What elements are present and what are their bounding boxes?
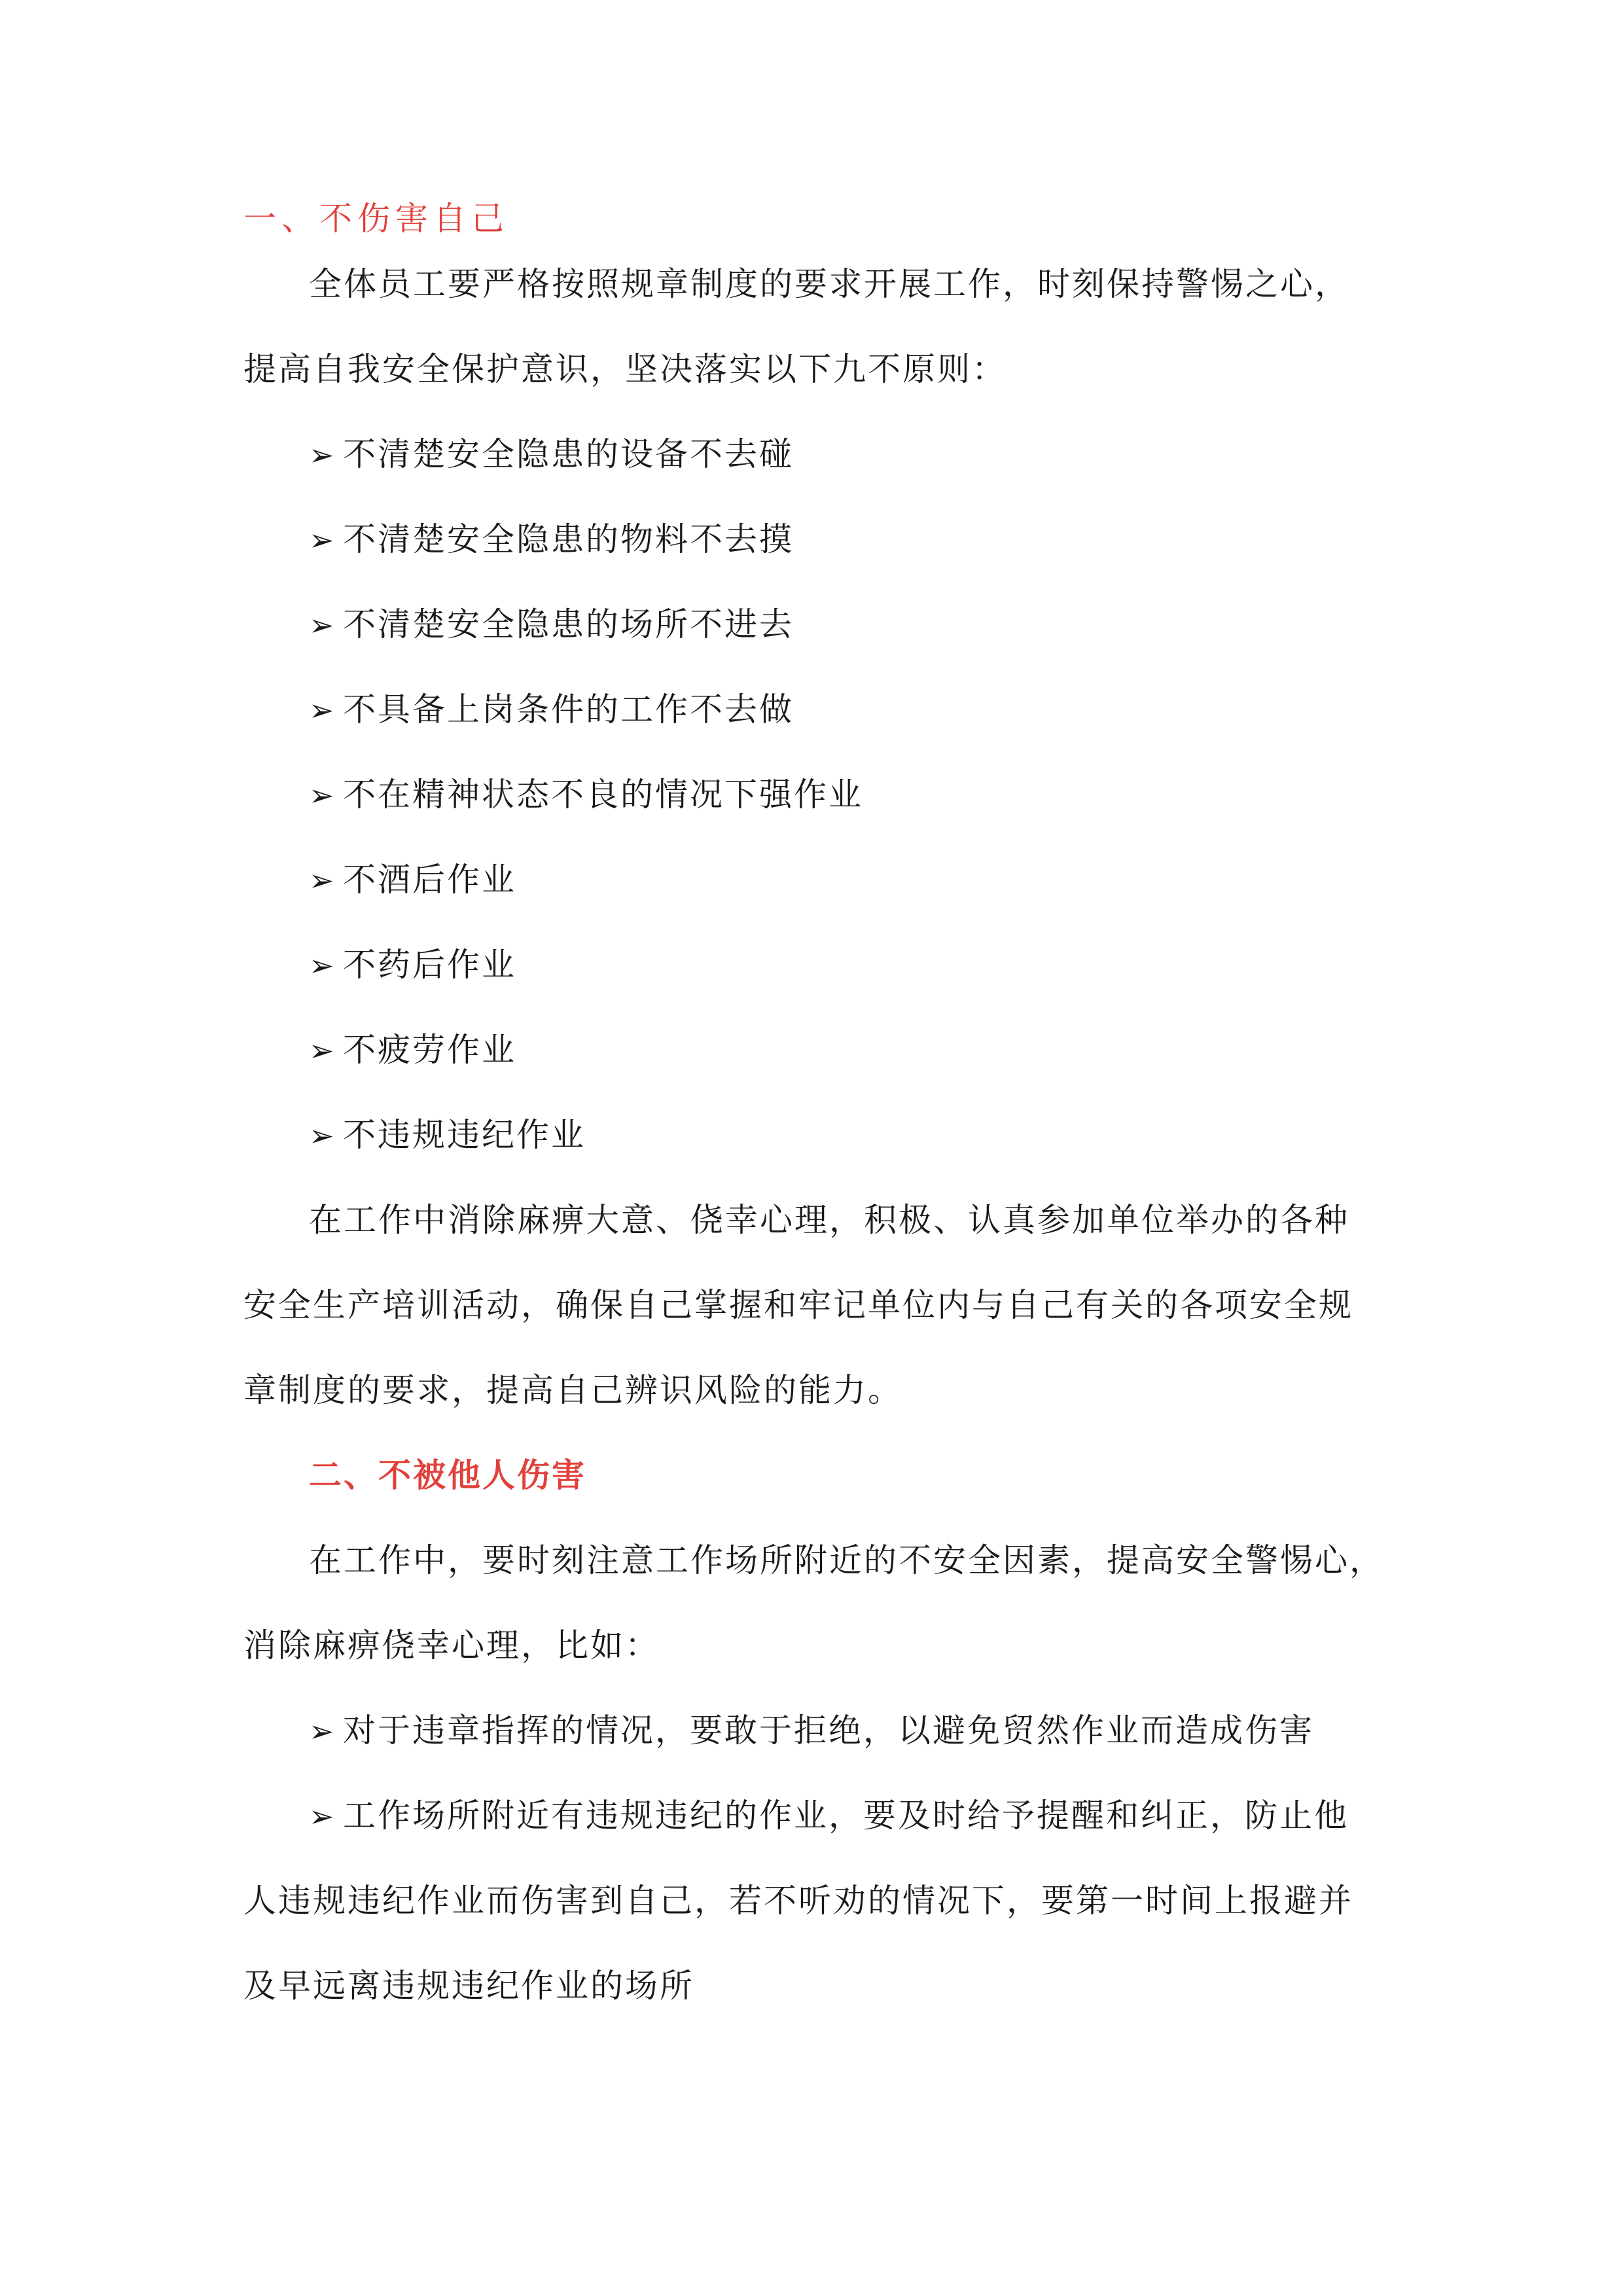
section1-closing-line1: 在工作中消除麻痹大意、侥幸心理，积极、认真参加单位举办的各种: [309, 1201, 1349, 1239]
section1-bullet: [309, 690, 794, 730]
arrow-bullet-icon: ➢: [309, 863, 336, 898]
section1-intro-line2: 提高自我安全保护意识，坚决落实以下九不原则：: [243, 350, 1007, 388]
section1-intro-line1: 全体员工要严格按照规章制度的要求开展工作，时刻保持警惕之心，: [309, 265, 1349, 303]
section1-bullet: [309, 775, 863, 815]
bullet-text: 不疲劳作业: [343, 1031, 516, 1069]
arrow-bullet-icon: ➢: [309, 778, 336, 813]
arrow-bullet-icon: ➢: [309, 1713, 336, 1749]
bullet-text: 不在精神状态不良的情况下强作业: [343, 776, 863, 814]
section2-intro-line2: 消除麻痹侥幸心理，比如：: [243, 1626, 660, 1664]
section1-heading: 一、不伤害自己: [243, 200, 509, 238]
section1-bullet: [309, 860, 516, 900]
section1-bullet: [309, 435, 794, 475]
arrow-bullet-icon: ➢: [309, 692, 336, 728]
arrow-bullet-icon: ➢: [309, 1033, 336, 1068]
section2-bullet: [309, 1711, 1314, 1751]
section1-closing-line3: 章制度的要求，提高自己辨识风险的能力。: [243, 1371, 902, 1409]
arrow-bullet-icon: ➢: [309, 1799, 336, 1834]
bullet-text: 不清楚安全隐患的物料不去摸: [343, 520, 794, 558]
section1-bullet: [309, 1115, 586, 1155]
arrow-bullet-icon: ➢: [309, 1118, 336, 1153]
arrow-bullet-icon: ➢: [309, 437, 336, 473]
arrow-bullet-icon: ➢: [309, 607, 336, 643]
section1-bullet: [309, 1030, 516, 1070]
section2-intro-line1: 在工作中，要时刻注意工作场所附近的不安全因素，提高安全警惕心，: [309, 1541, 1384, 1579]
arrow-bullet-icon: ➢: [309, 522, 336, 558]
bullet-text: 不清楚安全隐患的场所不进去: [343, 605, 794, 643]
section1-bullet: [309, 520, 794, 560]
section1-bullet: [309, 605, 794, 645]
section2-heading: 二、不被他人伤害: [309, 1456, 586, 1494]
section1-bullet: [309, 945, 516, 985]
bullet-text: 工作场所附近有违规违纪的作业，要及时给予提醒和纠正，防止他: [343, 1797, 1349, 1835]
section2-bullet-continuation: 人违规违纪作业而伤害到自己，若不听劝的情况下，要第一时间上报避并: [243, 1882, 1353, 1920]
bullet-text: 不违规违纪作业: [343, 1116, 586, 1154]
section2-bullet-continuation: 及早远离违规违纪作业的场所: [243, 1967, 694, 2005]
section1-closing-line2: 安全生产培训活动，确保自己掌握和牢记单位内与自己有关的各项安全规: [243, 1286, 1353, 1324]
section2-bullet: [309, 1796, 1349, 1836]
bullet-text: 不清楚安全隐患的设备不去碰: [343, 435, 794, 473]
bullet-text: 不药后作业: [343, 946, 516, 984]
arrow-bullet-icon: ➢: [309, 948, 336, 983]
bullet-text: 不酒后作业: [343, 861, 516, 899]
bullet-text: 不具备上岗条件的工作不去做: [343, 691, 794, 728]
bullet-text: 对于违章指挥的情况，要敢于拒绝，以避免贸然作业而造成伤害: [343, 1712, 1314, 1749]
